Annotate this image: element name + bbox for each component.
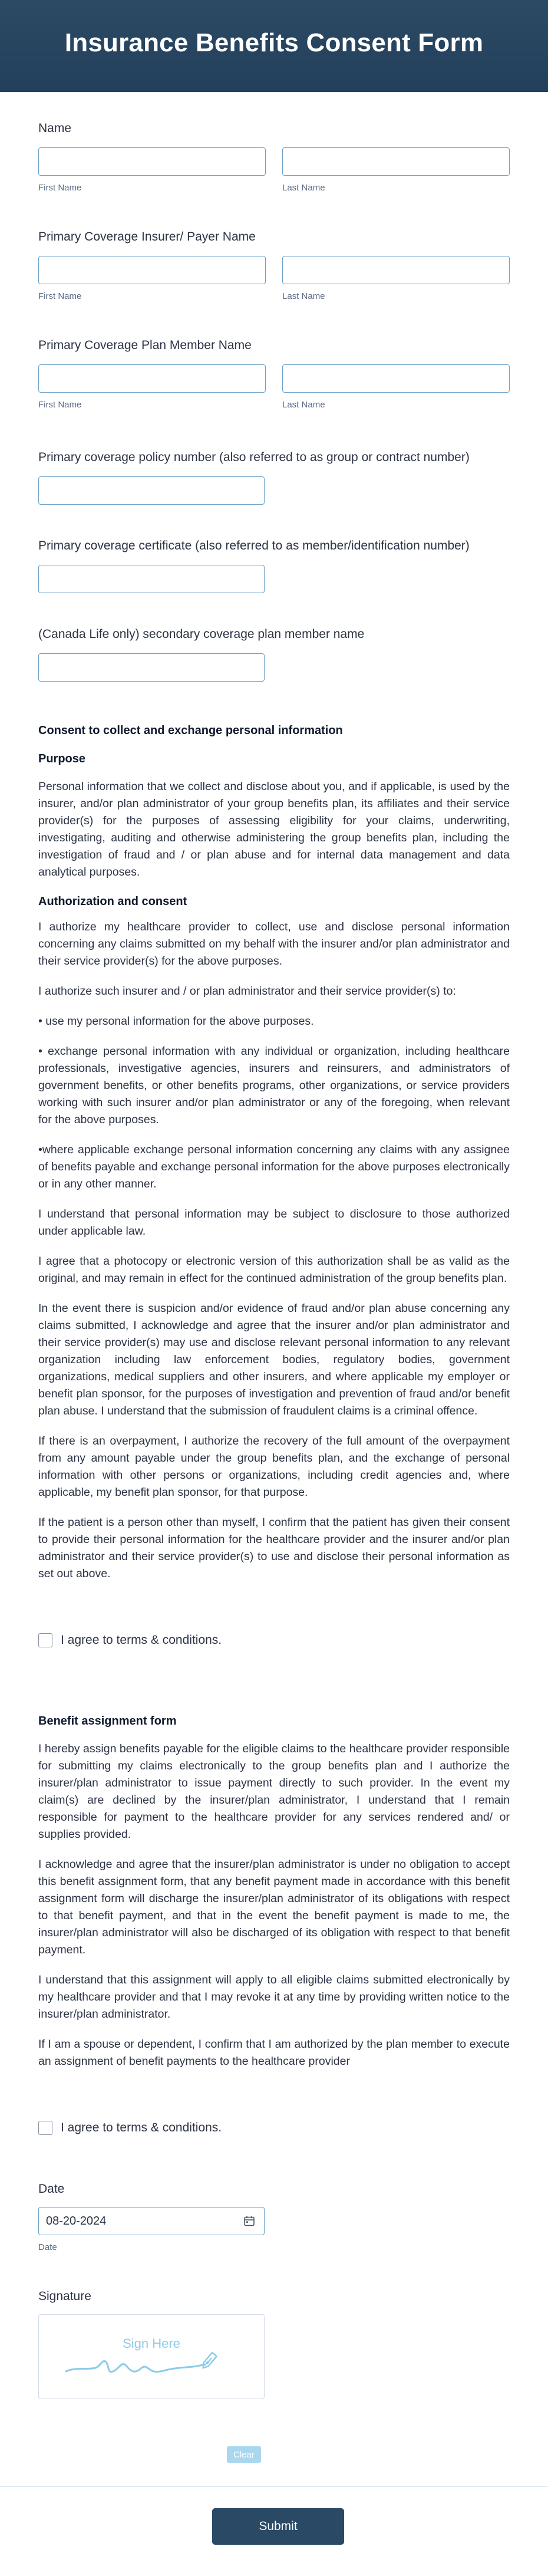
assignment-agree-label[interactable]: I agree to terms & conditions. [61,2121,222,2134]
date-field [38,2181,510,2253]
name-first-input[interactable] [38,147,266,176]
consent-agree-row[interactable] [38,1633,510,1647]
secondary-label: (Canada Life only) secondary coverage plan member name [38,627,365,641]
consent-paragraph: In the event there is suspicion and/or evidence of fraud and/or plan abuse concerning any claims submitted, I acknowledge and agree that the insurer and/or plan administrator and their service provider(s) may use and disclose relevant personal information to any relevant organization including law enforcement bodies, regulatory bodies, government organizations, medical suppliers and other insurers, and where applicable my employer or benefit plan sponsor, for the purposes of investigation and prevention of fraud and/or benefit plan abuse. I understand that the submission of fraudulent claims is a criminal offence. [38,1302,510,1417]
name-label: Name [38,121,72,135]
assignment-paragraph: I hereby assign benefits payable for the eligible claims to the healthcare provider responsible for submitting my claims electronically to the group benefits plan and I authorize the insurer/plan administrator to issue payment directly to such provider. In the event my claim(s) are declined by the insurer/plan administrator, I understand that I remain responsible for payment to the healthcare provider for any services rendered and/ or supplies provided. [38,1742,510,1841]
assignment-paragraph: If I am a spouse or dependent, I confirm that I am authorized by the plan member to execute an assignment of benefit payments to the healthcare provider [38,2038,510,2068]
submit-button[interactable]: Submit [212,2508,344,2545]
calendar-icon[interactable] [243,2215,255,2227]
member-last-sublabel: Last Name [282,400,325,410]
certificate-label: Primary coverage certificate (also referred to as member/identification number) [38,539,470,552]
date-label: Date [38,2182,65,2196]
date-sublabel: Date [38,2242,57,2252]
secondary-field [38,626,510,682]
assignment-agree-row[interactable] [38,2121,510,2135]
policy-input[interactable] [38,476,265,505]
policy-label: Primary coverage policy number (also referred to as group or contract number) [38,450,470,464]
consent-paragraph: I authorize my healthcare provider to collect, use and disclose personal information concerning any claims submitted on my behalf with the insurer and/or plan administrator and their service provider(s) for the above purposes. [38,920,510,968]
consent-agree-checkbox[interactable] [38,1633,52,1647]
form-title: Insurance Benefits Consent Form [64,28,484,57]
consent-paragraph: • use my personal information for the above purposes. [38,1015,314,1028]
form-body [38,92,510,2399]
assignment-section [38,1713,510,2070]
date-input[interactable] [38,2207,265,2235]
purpose-text: Personal information that we collect and disclose about you, and if applicable, is used by the insurer, and/or plan administrator of your group benefits plan, its affiliates and their service provider(s) for the purposes of assessing eligibility for your claims, underwriting, investigating, auditing and otherwise administering the group benefits plan, including the investigation of fraud and / or plan abuse and for internal data management and data analytical purposes. [38,780,510,879]
name-last-sublabel: Last Name [282,183,325,193]
assignment-agree-checkbox[interactable] [38,2121,52,2135]
insurer-first-sublabel: First Name [38,291,82,301]
certificate-input[interactable] [38,565,265,593]
insurer-last-input[interactable] [282,256,510,284]
clear-signature-button[interactable]: Clear [227,2446,261,2463]
date-input-wrap [38,2207,265,2235]
consent-title: Consent to collect and exchange personal information [38,724,343,737]
form-header [0,0,548,92]
member-last-input[interactable] [282,364,510,393]
consent-paragraph: If there is an overpayment, I authorize the recovery of the full amount of the overpayment from any amount payable under the group benefits plan, and the exchange of personal information with other persons or organizations, including credit agencies and, where applicable, my benefit plan sponsor, for that purpose. [38,1435,510,1499]
insurer-first-input[interactable] [38,256,266,284]
auth-title: Authorization and consent [38,895,187,908]
consent-paragraph: I agree that a photocopy or electronic version of this authorization shall be as valid as the original, and may remain in effect for the continued administration of the group benefits plan. [38,1255,510,1285]
purpose-title: Purpose [38,752,86,765]
certificate-field [38,538,510,593]
policy-field [38,449,510,505]
signature-placeholder: Sign Here [123,2336,180,2351]
consent-paragraph: I authorize such insurer and / or plan administrator and their service provider(s) to: [38,985,456,998]
name-field [38,120,510,193]
secondary-input[interactable] [38,653,265,682]
signature-field [38,2288,510,2399]
consent-paragraph: I understand that personal information may be subject to disclosure to those authorized under applicable law. [38,1208,510,1238]
consent-paragraph: •where applicable exchange personal information concerning any claims with any assignee of benefits payable and exchange personal information for the above purposes electronically or in any other manner. [38,1143,510,1190]
consent-section [38,723,510,1583]
member-first-input[interactable] [38,364,266,393]
signature-pad[interactable] [38,2314,265,2399]
insurer-last-sublabel: Last Name [282,291,325,301]
assignment-paragraph: I understand that this assignment will apply to all eligible claims submitted electronically by my healthcare provider and that I may revoke it at any time by providing written notice to the insurer/plan administrator. [38,1973,510,2021]
member-field [38,337,510,410]
assignment-title: Benefit assignment form [38,1715,177,1728]
signature-scribble-icon [65,2341,236,2382]
consent-agree-label[interactable]: I agree to terms & conditions. [61,1633,222,1647]
assignment-paragraph: I acknowledge and agree that the insurer/plan administrator is under no obligation to accept this benefit assignment form, that any benefit payment made in accordance with this benefit assignment form will discharge the insurer/plan administrator of its obligations with respect to that benefit payment, and that in the event the benefit payment is made to me, the insurer/plan administrator will also be discharged of its obligation with respect to that benefit payment. [38,1858,510,1956]
insurer-label: Primary Coverage Insurer/ Payer Name [38,230,256,244]
signature-label: Signature [38,2289,91,2303]
member-label: Primary Coverage Plan Member Name [38,338,252,352]
consent-paragraph: If the patient is a person other than myself, I confirm that the patient has given their consent to provide their personal information for the healthcare provider and the insurer and/or plan administrator and their service provider(s) to use and disclose their personal information as set out above. [38,1516,510,1580]
name-first-sublabel: First Name [38,183,82,193]
consent-paragraph: • exchange personal information with any individual or organization, including healthcare professionals, investigative agencies, insurers and reinsurers, and administrators of government benefits, or other benefits programs, other organizations, or service providers working with such insurer and/or plan administrator or any of the foregoing, when relevant for the above purposes. [38,1045,510,1126]
member-first-sublabel: First Name [38,400,82,410]
footer-divider [0,2486,548,2487]
name-last-input[interactable] [282,147,510,176]
insurer-field [38,229,510,302]
